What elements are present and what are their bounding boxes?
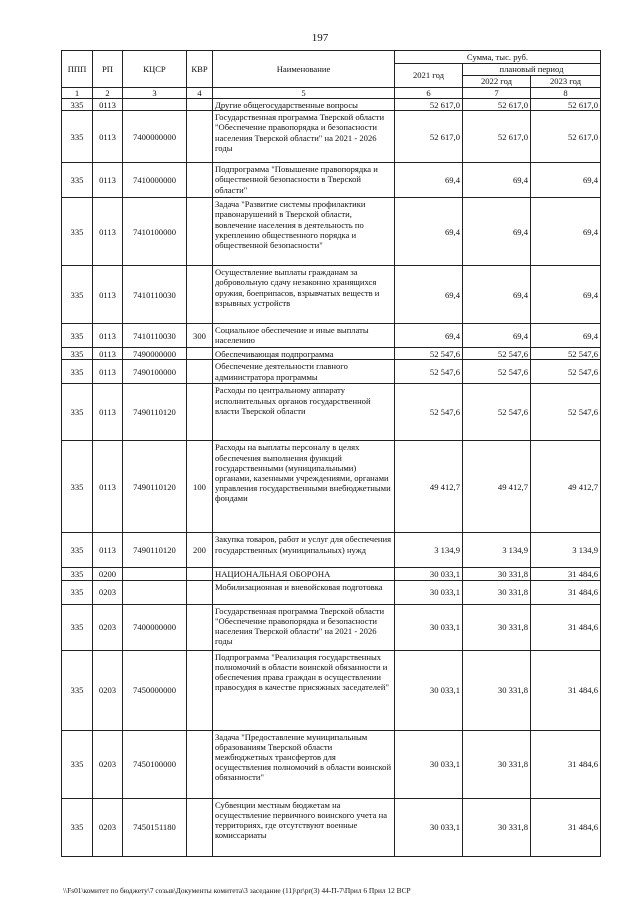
cell-ppp: 335 [62,568,93,580]
cell-2022: 69,4 [463,324,531,348]
cell-kvr [187,384,213,441]
cell-name: Обеспечение деятельности главного администратора программы [213,360,395,384]
table-row [62,266,601,324]
cell-2021: 30 033,1 [395,798,463,856]
cell-kcsr [123,568,187,580]
table-row [62,568,601,580]
cell-rp: 0203 [93,798,123,856]
cell-2023: 3 134,9 [531,533,601,568]
cell-ppp: 335 [62,360,93,384]
budget-table [61,50,601,857]
cell-2022: 49 412,7 [463,441,531,533]
cell-ppp: 335 [62,798,93,856]
cell-2021: 52 617,0 [395,99,463,111]
cell-2021: 30 033,1 [395,568,463,580]
cell-2023: 31 484,6 [531,580,601,604]
cell-kcsr [123,580,187,604]
cell-rp: 0113 [93,324,123,348]
cell-name: Закупка товаров, работ и услуг для обеспечения государственных (муниципальных) нужд [213,533,395,568]
cell-kvr [187,360,213,384]
column-number: 8 [531,88,601,99]
cell-ppp: 335 [62,730,93,798]
cell-kvr: 300 [187,324,213,348]
cell-ppp: 335 [62,533,93,568]
cell-2021: 30 033,1 [395,650,463,730]
cell-2023: 69,4 [531,266,601,324]
cell-kvr [187,163,213,198]
cell-name: Расходы по центральному аппарату исполнительных органов государственной власти Тверской области [213,384,395,441]
cell-rp: 0203 [93,604,123,650]
cell-name: Социальное обеспечение и иные выплаты населению [213,324,395,348]
cell-kvr [187,348,213,360]
cell-kcsr: 7490110120 [123,441,187,533]
cell-name: Осуществление выплаты гражданам за добровольную сдачу незаконно хранящихся оружия, боеприпасов, взрывчатых веществ и взрывных устройств [213,266,395,324]
cell-2023: 31 484,6 [531,798,601,856]
cell-name: Задача "Развитие системы профилактики правонарушений в Тверской области, вовлечение населения в деятельность по укреплению общественного порядка и общественной безопасности" [213,198,395,266]
cell-name: Государственная программа Тверской области "Обеспечение правопорядка и безопасности населения Тверской области" на 2021 - 2026 годы [213,604,395,650]
cell-2021: 52 547,6 [395,384,463,441]
cell-name: Мобилизационная и вневойсковая подготовка [213,580,395,604]
cell-kcsr: 7410110030 [123,266,187,324]
cell-2022: 52 547,6 [463,348,531,360]
cell-2021: 52 547,6 [395,360,463,384]
cell-name: Другие общегосударственные вопросы [213,99,395,111]
cell-kcsr: 7410100000 [123,198,187,266]
cell-2022: 52 617,0 [463,99,531,111]
table-row [62,730,601,798]
cell-2022: 3 134,9 [463,533,531,568]
column-number: 4 [187,88,213,99]
table-row [62,163,601,198]
cell-2022: 30 331,8 [463,650,531,730]
header-ppp: ППП [62,51,93,88]
cell-2022: 30 331,8 [463,568,531,580]
cell-kvr [187,798,213,856]
cell-2022: 30 331,8 [463,730,531,798]
cell-kcsr: 7450151180 [123,798,187,856]
cell-2021: 49 412,7 [395,441,463,533]
cell-2021: 30 033,1 [395,580,463,604]
cell-ppp: 335 [62,580,93,604]
cell-rp: 0203 [93,650,123,730]
column-number: 1 [62,88,93,99]
cell-kcsr: 7400000000 [123,111,187,163]
table-row [62,111,601,163]
cell-kvr [187,730,213,798]
cell-kcsr: 7400000000 [123,604,187,650]
cell-2023: 52 547,6 [531,348,601,360]
cell-name: Подпрограмма "Реализация государственных полномочий в области воинской обязанности и обеспечения права граждан в осуществлении правосудия в качестве присяжных заседателей" [213,650,395,730]
cell-ppp: 335 [62,111,93,163]
table-row [62,441,601,533]
cell-2023: 52 547,6 [531,384,601,441]
header-name: Наименование [213,51,395,88]
table-row [62,360,601,384]
cell-name: Субвенции местным бюджетам на осуществление первичного воинского учета на территориях, где отсутствуют военные комиссариаты [213,798,395,856]
cell-2023: 49 412,7 [531,441,601,533]
cell-rp: 0113 [93,198,123,266]
cell-kcsr: 7410000000 [123,163,187,198]
cell-2021: 52 547,6 [395,348,463,360]
table-row [62,99,601,111]
table-row [62,324,601,348]
cell-kcsr: 7490000000 [123,348,187,360]
table-row [62,798,601,856]
table-row [62,384,601,441]
header-planned-period: плановый период [463,64,601,76]
cell-name: Обеспечивающая подпрограмма [213,348,395,360]
cell-kcsr: 7410110030 [123,324,187,348]
cell-rp: 0113 [93,360,123,384]
table-row [62,348,601,360]
cell-2021: 69,4 [395,163,463,198]
table-row [62,650,601,730]
cell-kvr [187,198,213,266]
cell-kcsr: 7450100000 [123,730,187,798]
cell-kvr [187,266,213,324]
cell-2021: 30 033,1 [395,604,463,650]
cell-2022: 30 331,8 [463,604,531,650]
cell-2023: 31 484,6 [531,650,601,730]
cell-kvr [187,99,213,111]
cell-name: Государственная программа Тверской области "Обеспечение правопорядка и безопасности населения Тверской области" на 2021 - 2026 годы [213,111,395,163]
cell-rp: 0113 [93,99,123,111]
header-2023: 2023 год [531,76,601,88]
cell-2022: 30 331,8 [463,580,531,604]
cell-2021: 30 033,1 [395,730,463,798]
cell-2023: 31 484,6 [531,604,601,650]
cell-2021: 3 134,9 [395,533,463,568]
cell-2022: 30 331,8 [463,798,531,856]
column-number: 6 [395,88,463,99]
cell-kvr [187,111,213,163]
cell-rp: 0203 [93,730,123,798]
cell-2021: 69,4 [395,266,463,324]
cell-name: НАЦИОНАЛЬНАЯ ОБОРОНА [213,568,395,580]
cell-2021: 69,4 [395,198,463,266]
cell-2023: 69,4 [531,163,601,198]
table-row [62,198,601,266]
cell-ppp: 335 [62,99,93,111]
cell-kcsr: 7490100000 [123,360,187,384]
cell-2021: 69,4 [395,324,463,348]
cell-ppp: 335 [62,198,93,266]
column-number: 7 [463,88,531,99]
cell-ppp: 335 [62,163,93,198]
cell-kvr [187,568,213,580]
page-number: 197 [311,32,329,44]
cell-kcsr: 7450000000 [123,650,187,730]
cell-2023: 31 484,6 [531,568,601,580]
cell-name: Расходы на выплаты персоналу в целях обеспечения выполнения функций государственными (муниципальными) органами, казенными учреждениями, органами управления государственными внебюджетными фондами [213,441,395,533]
cell-2023: 69,4 [531,198,601,266]
cell-kvr [187,650,213,730]
cell-kcsr: 7490110120 [123,533,187,568]
column-number: 3 [123,88,187,99]
cell-ppp: 335 [62,441,93,533]
cell-kvr [187,604,213,650]
cell-ppp: 335 [62,324,93,348]
cell-2022: 52 547,6 [463,360,531,384]
cell-ppp: 335 [62,604,93,650]
cell-2022: 52 617,0 [463,111,531,163]
cell-2023: 31 484,6 [531,730,601,798]
header-sum: Сумма, тыс. руб. [395,51,601,64]
header-2022: 2022 год [463,76,531,88]
cell-2022: 69,4 [463,163,531,198]
cell-rp: 0113 [93,266,123,324]
header-2021: 2021 год [395,64,463,88]
cell-2023: 52 617,0 [531,99,601,111]
cell-rp: 0200 [93,568,123,580]
column-number: 5 [213,88,395,99]
cell-2022: 69,4 [463,266,531,324]
header-rp: РП [93,51,123,88]
cell-name: Задача "Предоставление муниципальным образованиям Тверской области межбюджетных трансфертов для осуществления полномочий в области воинской обязанности" [213,730,395,798]
cell-kcsr [123,99,187,111]
table-row [62,580,601,604]
cell-kvr: 200 [187,533,213,568]
cell-rp: 0113 [93,533,123,568]
table-row [62,533,601,568]
cell-2023: 69,4 [531,324,601,348]
cell-rp: 0113 [93,384,123,441]
header-kcsr: КЦСР [123,51,187,88]
cell-rp: 0203 [93,580,123,604]
cell-ppp: 335 [62,348,93,360]
cell-2023: 52 547,6 [531,360,601,384]
cell-kvr: 100 [187,441,213,533]
cell-kcsr: 7490110120 [123,384,187,441]
cell-rp: 0113 [93,111,123,163]
cell-ppp: 335 [62,266,93,324]
cell-2022: 52 547,6 [463,384,531,441]
cell-name: Подпрограмма "Повышение правопорядка и общественной безопасности в Тверской области" [213,163,395,198]
cell-ppp: 335 [62,650,93,730]
cell-2023: 52 617,0 [531,111,601,163]
file-path-footer: \\Fs01\комитет по бюджету\7 созыв\Документы комитета\3 заседание (11)\pr\pr(3) 44-П-7\Прил 6 Прил 12 ВСР [63,886,411,895]
table-row [62,604,601,650]
cell-rp: 0113 [93,348,123,360]
column-number: 2 [93,88,123,99]
header-kvr: КВР [187,51,213,88]
cell-2022: 69,4 [463,198,531,266]
cell-ppp: 335 [62,384,93,441]
table-body [62,99,601,856]
cell-kvr [187,580,213,604]
cell-rp: 0113 [93,163,123,198]
cell-2021: 52 617,0 [395,111,463,163]
cell-rp: 0113 [93,441,123,533]
